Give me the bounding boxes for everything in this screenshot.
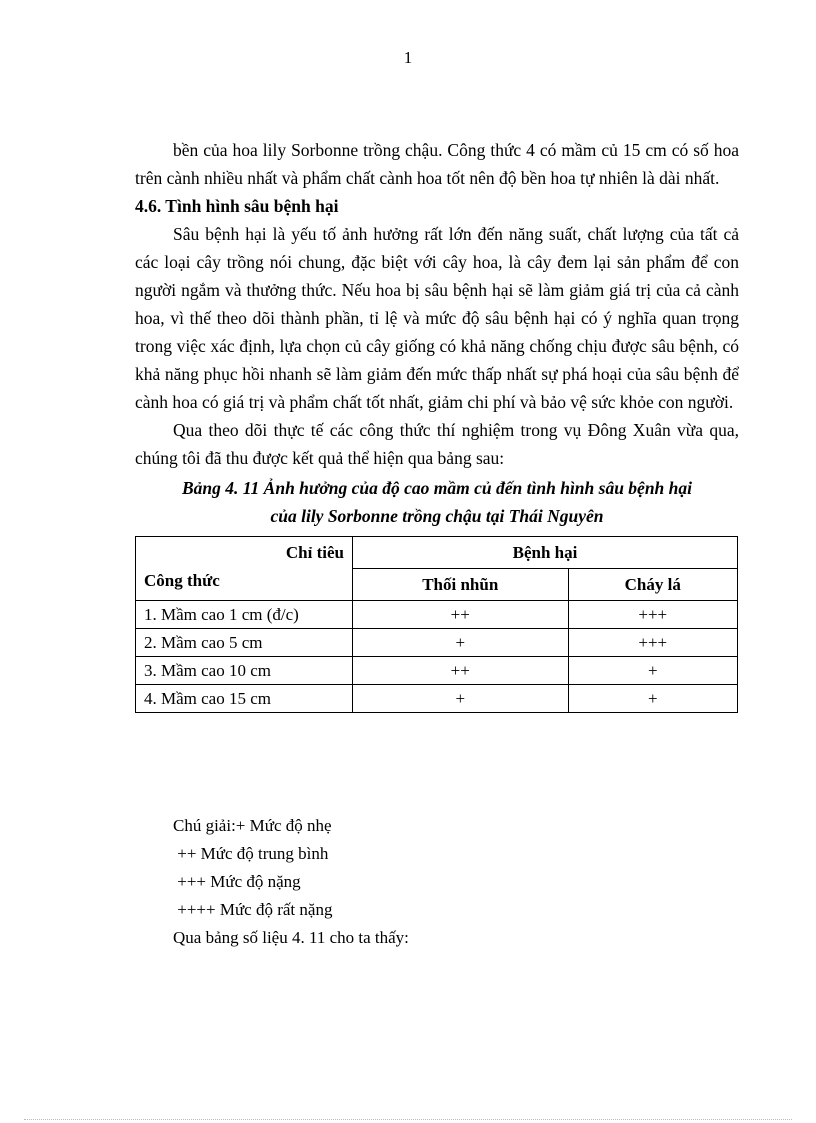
group-header-disease: Bệnh hại	[353, 537, 738, 569]
table-row	[136, 629, 738, 657]
soft-rot-value: ++	[353, 601, 569, 629]
leaf-burn-value: +++	[568, 601, 738, 629]
row-label: 2. Mầm cao 5 cm	[136, 629, 353, 657]
soft-rot-value: +	[353, 685, 569, 713]
column-header-leaf-burn: Cháy lá	[568, 569, 738, 601]
paragraph-intro-table: Qua theo dõi thực tế các công thức thí nghiệm trong vụ Đông Xuân vừa qua, chúng tôi đã thu được kết quả thể hiện qua bảng sau:	[135, 420, 739, 468]
legend-line: ++ Mức độ trung bình	[173, 844, 329, 863]
corner-label-formula: Công thức	[144, 571, 220, 590]
leaf-burn-value: +	[568, 685, 738, 713]
leaf-burn-value: +++	[568, 629, 738, 657]
soft-rot-value: +	[353, 629, 569, 657]
soft-rot-value: ++	[353, 657, 569, 685]
corner-label-criteria: Chỉ tiêu	[285, 543, 344, 562]
leaf-burn-value: +	[568, 657, 738, 685]
legend-line: ++++ Mức độ rất nặng	[173, 900, 333, 919]
paragraph-continuation: bền của hoa lily Sorbonne trồng chậu. Công thức 4 có mầm củ 15 cm có số hoa trên cành nhiều nhất và phẩm chất cành hoa tốt nên độ bền hoa tự nhiên là dài nhất.	[135, 140, 739, 188]
legend-line: +++ Mức độ nặng	[173, 872, 301, 891]
legend-notes	[173, 812, 409, 952]
paragraph-pests: Sâu bệnh hại là yếu tố ảnh hưởng rất lớn đến năng suất, chất lượng của tất cả các loại cây trồng nói chung, đặc biệt với cây hoa, là cây đem lại sản phẩm để con người ngắm và thưởng thức. Nếu hoa bị sâu bệnh hại sẽ làm giảm giá trị của cả cành hoa, vì thế theo dõi thành phần, tỉ lệ và mức độ sâu bệnh hại có ý nghĩa quan trọng trong việc xác định, lựa chọn củ cây giống có khả năng chống chịu được sâu bệnh, có khả năng phục hồi nhanh sẽ làm giảm đến mức thấp nhất sự phá hoại của sâu bệnh để cành hoa có giá trị và phẩm chất tốt nhất, giảm chi phí và bảo vệ sức khỏe con người.	[135, 224, 739, 412]
document-body	[135, 136, 739, 713]
row-label: 4. Mầm cao 15 cm	[136, 685, 353, 713]
row-label: 1. Mầm cao 1 cm (đ/c)	[136, 601, 353, 629]
table-caption	[135, 474, 739, 530]
closing-line: Qua bảng số liệu 4. 11 cho ta thấy:	[173, 928, 409, 947]
table-caption-line2: của lily Sorbonne trồng chậu tại Thái Nguyên	[270, 506, 604, 526]
legend-line: Chú giải:+ Mức độ nhẹ	[173, 816, 332, 835]
table-row	[136, 601, 738, 629]
page-bottom-divider	[24, 1119, 792, 1120]
page-number: 1	[403, 48, 413, 67]
table-corner-cell	[136, 537, 353, 601]
section-heading: 4.6. Tình hình sâu bệnh hại	[135, 196, 339, 216]
table-caption-line1: Bảng 4. 11 Ảnh hưởng của độ cao mầm củ đến tình hình sâu bệnh hại	[181, 478, 693, 498]
column-header-soft-rot: Thối nhũn	[353, 569, 569, 601]
table-row	[136, 657, 738, 685]
table-row	[136, 685, 738, 713]
pest-table	[135, 536, 738, 713]
row-label: 3. Mầm cao 10 cm	[136, 657, 353, 685]
